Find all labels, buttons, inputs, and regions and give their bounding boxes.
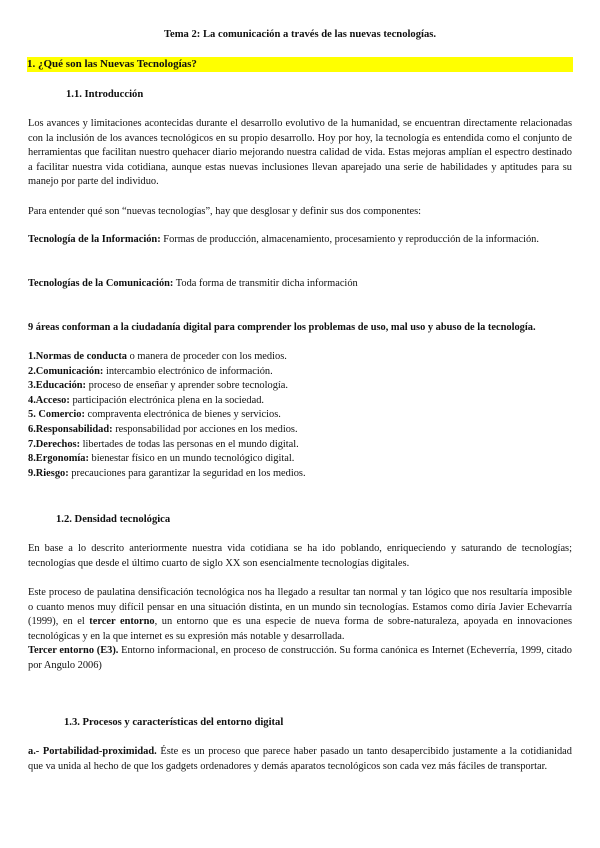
subsection-heading-processes: 1.3. Procesos y características del entorno digital — [64, 717, 284, 728]
area-label: 2.Comunicación: — [28, 365, 104, 377]
e3-text: Entorno informacional, en proceso de construcción. Su forma canónica es Internet (Echeverría, 1999, citado por Angulo 2006) — [28, 645, 572, 671]
area-label: 1.Normas de conducta — [28, 351, 127, 362]
tc-text: Toda forma de transmitir dicha información — [173, 278, 358, 289]
list-item — [28, 452, 572, 467]
intro-paragraph: Los avances y limitaciones acontecidas durante el desarrollo evolutivo de la humanidad, se encuentran directamente relacionadas con la inclusión de los avances tecnológicos en su propio desarrollo. Hoy por hoy, la tecnología es entendida como el conjunto de herramientas que facilitan nuestro quehacer diario mejorando nuestra calidad de vida. Estas mejoras amplían el espectro destinado a facilitar nuestra vida cotidiana, aunque estas nuevas inclusiones llevan aparejado una serie de habilidades y aptitudes para su manejo por parte del individuo. — [28, 118, 572, 187]
area-text: compraventa electrónica de bienes y servicios. — [84, 409, 281, 421]
ti-text: Formas de producción, almacenamiento, procesamiento y reproducción de la información. — [160, 234, 539, 245]
area-label: 6.Responsabilidad: — [28, 423, 113, 435]
ti-definition — [28, 233, 572, 248]
subsection-heading-density: 1.2. Densidad tecnológica — [56, 514, 171, 525]
list-item — [28, 438, 572, 453]
area-label: 5. Comercio: — [28, 409, 85, 421]
density-paragraph-2 — [28, 586, 572, 644]
area-label: 9.Riesgo: — [28, 467, 69, 479]
list-item — [28, 423, 572, 438]
area-text: intercambio electrónico de información. — [103, 365, 273, 377]
area-text: responsabilidad por acciones en los medios. — [112, 423, 298, 435]
subsection-heading-intro: 1.1. Introducción — [66, 89, 144, 100]
portability-label: a.- Portabilidad-proximidad. — [28, 746, 157, 757]
list-item — [28, 408, 572, 423]
ti-label: Tecnología de la Información: — [28, 234, 161, 245]
components-paragraph: Para entender qué son “nuevas tecnologías”, hay que desglosar y definir sus dos componentes: — [28, 206, 422, 217]
document-title: Tema 2: La comunicación a través de las nuevas tecnologías. — [163, 29, 437, 40]
area-label: 7.Derechos: — [28, 438, 81, 450]
area-text: libertades de todas las personas en el mundo digital. — [80, 438, 299, 450]
e3-label: Tercer entorno (E3). — [28, 645, 119, 656]
area-label: 4.Acceso: — [28, 394, 70, 406]
tc-definition — [28, 277, 572, 292]
e3-definition — [28, 644, 572, 673]
list-item — [28, 350, 572, 365]
density-paragraph-1: En base a lo descrito anteriormente nuestra vida cotidiana se ha ido poblando, enriqueciendo y saturando de tecnologías; tecnologías que desde el último cuarto de siglo XX son esencialmente tecnologías digitales. — [28, 543, 572, 569]
area-text: proceso de enseñar y aprender sobre tecnología. — [86, 380, 288, 392]
density-text-a: Este proceso de paulatina densificación tecnológica nos ha llegado a resultar tan normal y tan lógico que nos resultaría imposible o cuanto menos muy difícil pensar en una situación distinta, en un mundo sin tecnologías. Estamos como diría Javier Echevarría (1999), en el — [28, 587, 572, 627]
tc-label: Tecnologías de la Comunicación: — [28, 278, 174, 289]
list-item — [28, 365, 572, 380]
section-heading-highlight — [27, 57, 573, 72]
section-heading: 1. ¿Qué son las Nuevas Tecnologías? — [27, 58, 197, 70]
tercer-entorno-term: tercer entorno — [89, 616, 155, 627]
areas-list — [28, 350, 572, 481]
portability-paragraph — [28, 745, 572, 774]
list-item — [28, 394, 572, 409]
area-label: 8.Ergonomía: — [28, 453, 89, 465]
list-item — [28, 467, 572, 482]
area-text: participación electrónica plena en la sociedad. — [69, 394, 264, 406]
area-text: o manera de proceder con los medios. — [127, 351, 287, 362]
portability-text: Éste es un proceso que parece haber pasado un tanto desapercibido justamente a la cotidianidad que va unida al hecho de que los gadgets ordenadores y demás aparatos tecnológicos son cada vez más fáciles de transportar. — [28, 746, 572, 772]
list-item — [28, 379, 572, 394]
area-label: 3.Educación: — [28, 380, 87, 392]
density-text-c: , un entorno que es una especie de nueva forma de sobre-naturaleza, apoyada en innovaciones tecnológicas y en la que internet es su expresión más notable y desarrollada. — [28, 616, 572, 642]
areas-heading: 9 áreas conforman a la ciudadanía digital para comprender los problemas de uso, mal uso y abuso de la tecnología. — [28, 322, 536, 333]
area-text: precauciones para garantizar la seguridad en los medios. — [68, 467, 306, 479]
area-text: bienestar físico en un mundo tecnológico digital. — [88, 453, 295, 465]
